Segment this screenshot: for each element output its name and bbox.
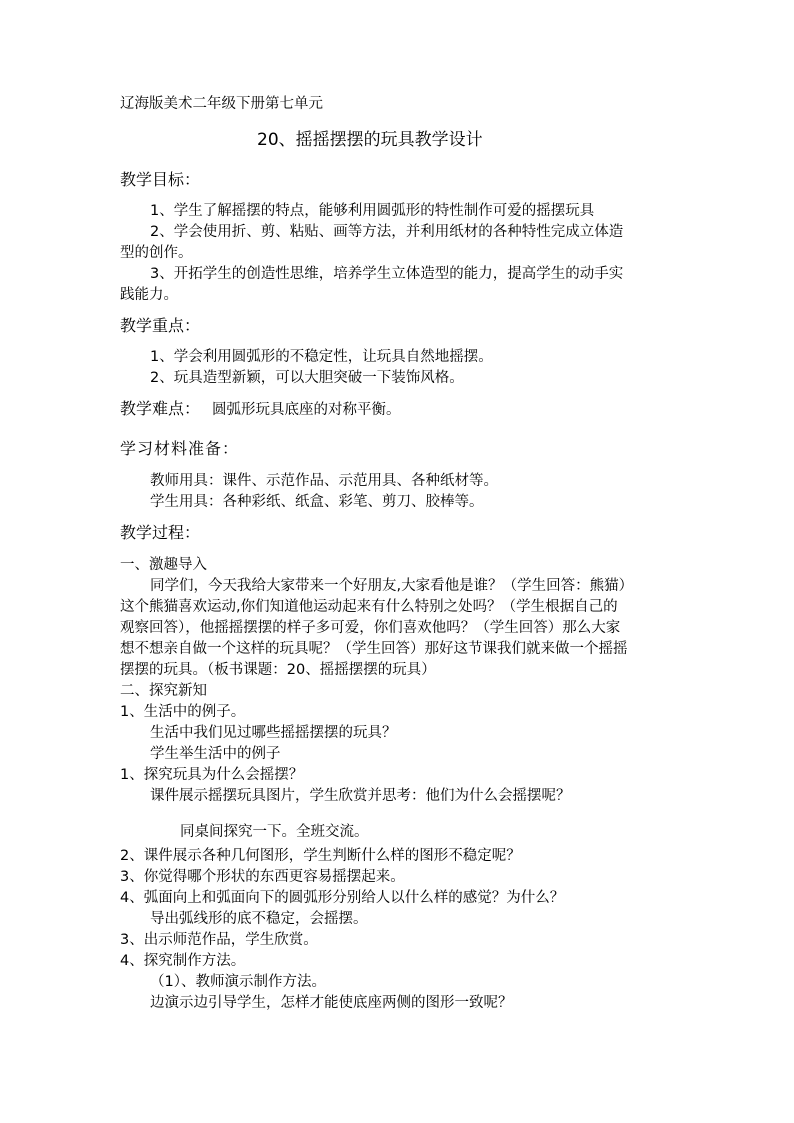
unit-header: 辽海版美术二年级下册第七单元 <box>120 96 323 112</box>
document-title: 20、摇摇摆摆的玩具教学设计 <box>257 130 483 150</box>
process-line: 课件展示摇摆玩具图片，学生欣赏并思考：他们为什么会摇摆呢？ <box>150 788 571 804</box>
key-point-line: 1、学会利用圆弧形的不稳定性，让玩具自然地摇摆。 <box>150 349 493 365</box>
process-line: 一、激趣导入 <box>120 557 207 573</box>
difficulty-heading: 教学难点： <box>120 399 201 418</box>
process-line: 3、你觉得哪个形状的东西更容易摇摆起来。 <box>120 869 405 885</box>
process-line: 1、探究玩具为什么会摇摆？ <box>120 767 304 783</box>
process-line: （1）、教师演示制作方法。 <box>150 974 326 990</box>
process-line: 边演示边引导学生，怎样才能使底座两侧的图形一致呢？ <box>150 995 513 1011</box>
key-point-line: 2、玩具造型新颖，可以大胆突破一下装饰风格。 <box>150 370 464 386</box>
process-line: 4、探究制作方法。 <box>120 953 246 969</box>
process-line: 观察回答），他摇摇摆摆的样子多可爱，你们喜欢他吗？（学生回答）那么大家 <box>120 620 621 636</box>
materials-heading: 学习材料准备： <box>120 439 240 458</box>
process-heading: 教学过程： <box>120 523 201 542</box>
goals-heading: 教学目标： <box>120 170 201 189</box>
process-line: 3、出示师范作品，学生欣赏。 <box>120 932 318 948</box>
process-line: 摆摆的玩具。（板书课题：20、摇摇摆摆的玩具） <box>120 662 436 678</box>
goal-line: 型的创作。 <box>120 245 193 261</box>
process-line: 同桌间探究一下。全班交流。 <box>180 824 369 840</box>
process-line: 1、生活中的例子。 <box>120 704 246 720</box>
process-line: 4、弧面向上和弧面向下的圆弧形分别给人以什么样的感觉？为什么？ <box>120 890 565 906</box>
process-line: 生活中我们见过哪些摇摇摆摆的玩具？ <box>150 725 397 741</box>
process-line: 导出弧线形的底不稳定，会摇摆。 <box>150 911 368 927</box>
goal-line: 3、开拓学生的创造性思维，培养学生立体造型的能力，提高学生的动手实 <box>150 266 624 282</box>
difficulty-text: 圆弧形玩具底座的对称平衡。 <box>212 402 401 418</box>
key-points-heading: 教学重点： <box>120 316 201 335</box>
goal-line: 践能力。 <box>120 287 178 303</box>
materials-line: 教师用具：课件、示范作品、示范用具、各种纸材等。 <box>150 473 498 489</box>
goal-line: 1、学生了解摇摆的特点，能够利用圆弧形的特性制作可爱的摇摆玩具 <box>150 203 595 219</box>
process-line: 这个熊猫喜欢运动,你们知道他运动起来有什么特别之处吗？（学生根据自己的 <box>120 599 618 615</box>
materials-line: 学生用具：各种彩纸、纸盒、彩笔、剪刀、胶棒等。 <box>150 494 484 510</box>
process-line: 想不想亲自做一个这样的玩具呢？（学生回答）那好这节课我们就来做一个摇摇 <box>120 641 628 657</box>
process-line: 二、探究新知 <box>120 683 207 699</box>
goal-line: 2、学会使用折、剪、粘贴、画等方法，并利用纸材的各种特性完成立体造 <box>150 224 624 240</box>
process-line: 2、课件展示各种几何图形，学生判断什么样的图形不稳定呢？ <box>120 848 521 864</box>
process-line: 学生举生活中的例子 <box>150 746 281 762</box>
process-line: 同学们，今天我给大家带来一个好朋友,大家看他是谁？（学生回答：熊猫） <box>150 578 634 594</box>
